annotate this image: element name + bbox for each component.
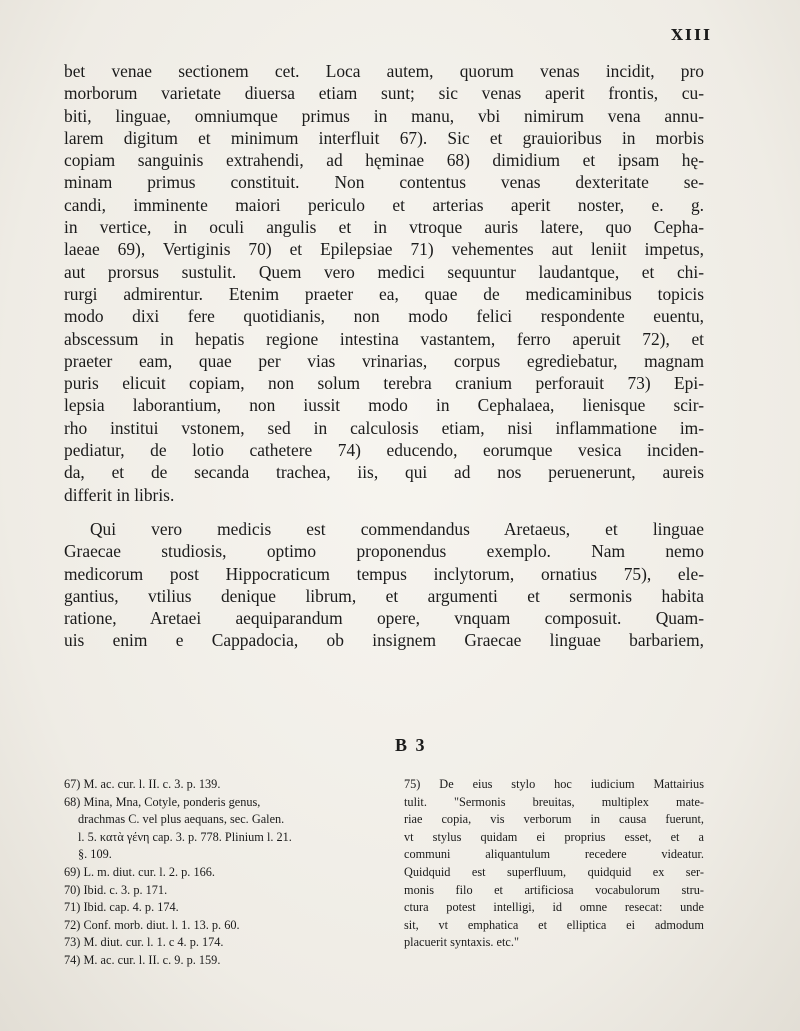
text-line: rho institui vstonem, sed in calculosis etiam, nisi inflammatione im- [64, 417, 704, 438]
text-line: abscessum in hepatis regione intestina vastantem, ferro aperuit 72), et [64, 328, 704, 349]
text-line: drachmas C. vel plus aequans, sec. Galen. [78, 812, 285, 827]
text-line: praeter eam, quae per vias vrinarias, corpus egrediebatur, magnam [64, 350, 704, 371]
text-line: aut prorsus sustulit. Quem vero medici sequuntur laudantque, et chi- [64, 261, 704, 282]
text-line: 75) De eius stylo hoc iudicium Mattairius [404, 777, 704, 791]
text-line: l. 5. κατὰ γένη cap. 3. p. 778. Plinium l. 21. [78, 829, 292, 844]
text-line: riae copia, vis verborum in causa fuerunt, [404, 812, 704, 827]
text-line: morborum varietate diuersa etiam sunt; sic venas aperit frontis, cu- [64, 83, 704, 104]
text-line: pediatur, de lotio cathetere 74) educendo, eorumque vesica inciden- [64, 440, 704, 461]
footnotes-right-column [404, 776, 704, 970]
text-line: puris elicuit copiam, non solum terebra cranium perforauit 73) Epi- [64, 373, 704, 394]
text-line: communi aliquantulum recedere videatur. [404, 847, 704, 862]
page-number: XIII [671, 26, 712, 44]
paragraph-1 [64, 60, 704, 506]
text-line: placuerit syntaxis. etc." [404, 935, 519, 950]
text-line: copiam sanguinis extrahendi, ad hęminae 68) dimidium et ipsam hę- [64, 150, 704, 171]
text-line: tulit. "Sermonis breuitas, multiplex mate- [404, 794, 704, 809]
text-line: 69) L. m. diut. cur. l. 2. p. 166. [64, 864, 215, 879]
text-line: Qui vero medicis est commendandus Aretaeus, et linguae [90, 518, 704, 539]
text-line: 70) Ibid. c. 3. p. 171. [64, 882, 168, 897]
text-line: vt stylus quidam ei proprius esset, et a [404, 829, 704, 844]
text-line: modo dixi fere quotidianis, non modo felici respondente euentu, [64, 306, 704, 327]
text-line: larem digitum et minimum interfluit 67). Sic et grauioribus in morbis [64, 127, 704, 148]
footnotes [64, 776, 704, 970]
text-line: rurgi admirentur. Etenim praeter ea, quae de medicaminibus topicis [64, 283, 704, 304]
text-line: gantius, vtilius denique librum, et argumenti et sermonis habita [64, 585, 704, 606]
text-line: in vertice, in oculi angulis et in vtroque auris latere, quo Cepha- [64, 217, 704, 238]
paragraph-2 [64, 518, 704, 652]
text-line: medicorum post Hippocraticum tempus inclytorum, ornatius 75), ele- [64, 563, 704, 584]
paragraph-gap [64, 506, 704, 518]
text-line: 72) Conf. morb. diut. l. 1. 13. p. 60. [64, 917, 240, 932]
text-line: uis enim e Cappadocia, ob insignem Graecae linguae barbariem, [64, 630, 704, 651]
text-line: bet venae sectionem cet. Loca autem, quorum venas incidit, pro [64, 61, 704, 81]
text-line: 71) Ibid. cap. 4. p. 174. [64, 900, 179, 915]
text-line: biti, linguae, omniumque primus in manu, vbi nimirum vena annu- [64, 105, 704, 126]
text-line: da, et de secanda trachea, iis, qui ad nos peruenerunt, aureis [64, 462, 704, 483]
text-line: 68) Mina, Mna, Cotyle, ponderis genus, [64, 794, 261, 809]
text-line: lepsia laborantium, non iussit modo in Cephalaea, lienisque scir- [64, 395, 704, 416]
text-line: Quidquid est superfluum, quidquid ex ser- [404, 864, 704, 879]
text-line: Graecae studiosis, optimo proponendus exemplo. Nam nemo [64, 541, 704, 562]
text-line: sit, vt emphatica et elliptica ei admodum [404, 917, 704, 932]
text-line: candi, imminente maiori periculo et arterias aperit noster, e. g. [64, 194, 704, 215]
text-line: differit in libris. [64, 484, 175, 505]
text-line: 73) M. diut. cur. l. 1. c 4. p. 174. [64, 935, 224, 950]
text-line: 67) M. ac. cur. l. II. c. 3. p. 139. [64, 777, 221, 791]
text-line: laeae 69), Vertiginis 70) et Epilepsiae 71) vehementes aut leniit impetus, [64, 239, 704, 260]
text-line: 74) M. ac. cur. l. II. c. 9. p. 159. [64, 952, 221, 967]
text-line: ctura potest intelligi, id omne resecat: unde [404, 900, 704, 915]
text-line: monis filo et artificiosa vocabulorum stru- [404, 882, 704, 897]
text-line: ratione, Aretaei aequiparandum opere, vnquam composuit. Quam- [64, 608, 704, 629]
text-line: minam primus constituit. Non contentus venas dexteritate se- [64, 172, 704, 193]
text-line: §. 109. [78, 847, 112, 862]
signature-mark: B 3 [395, 735, 427, 755]
footnotes-left-column [64, 776, 364, 970]
main-text [64, 60, 704, 652]
